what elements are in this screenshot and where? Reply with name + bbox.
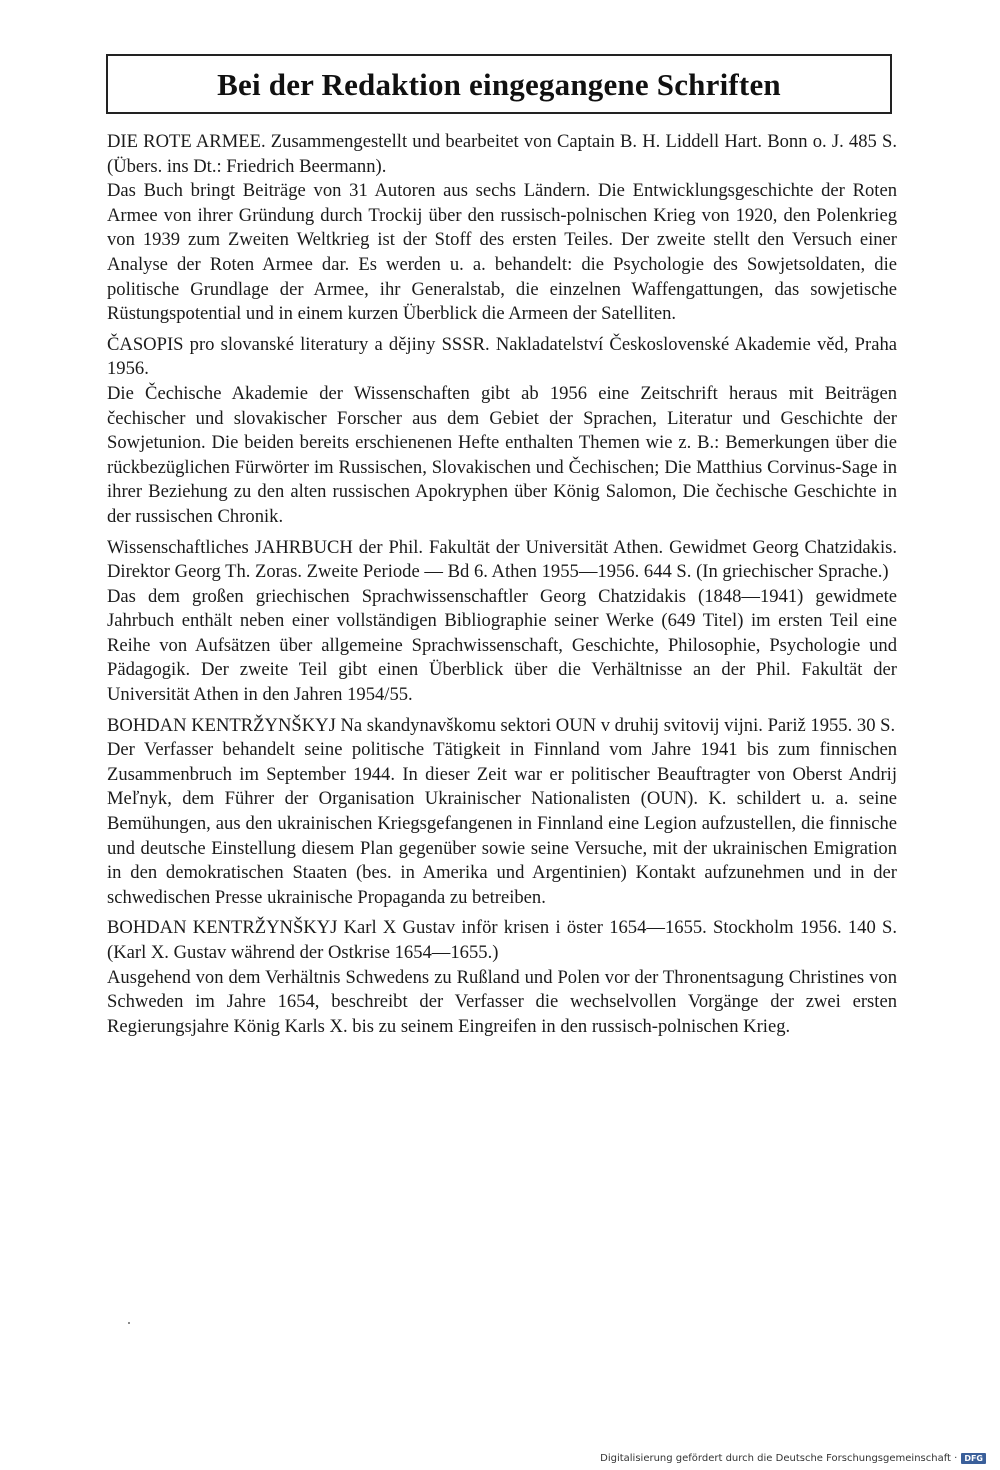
entry-citation: BOHDAN KENTRŽYNŠKYJ Na skandynavškomu sektori OUN v druhij svitovij vijni. Pariž 1955. 30 S.: [107, 714, 896, 736]
entry-citation: Wissenschaftliches JAHRBUCH der Phil. Fakultät der Universität Athen. Gewidmet Georg Chatzidakis. Direktor Georg Th. Zoras. Zweite Periode — Bd 6. Athen 1955—1956. 644 S. (In griechischer Sprache.): [107, 536, 897, 583]
footer-credit: Digitalisierung gefördert durch die Deutsche Forschungsgemeinschaft ·: [600, 1453, 958, 1464]
entry-citation: DIE ROTE ARMEE. Zusammengestellt und bearbeitet von Captain B. H. Liddell Hart. Bonn o. J. 485 S. (Übers. ins Dt.: Friedrich Beermann).: [107, 131, 897, 177]
entry-description: Die Čechische Akademie der Wissenschaften gibt ab 1956 eine Zeitschrift heraus mit Beiträgen čechischer und slovakischer Forscher aus dem Gebiet der Sprachen, Literatur und Geschichte der Sowjetunion. Die beiden bereits erschienenen Hefte enthalten Themen wie z. B.: Bemerkungen über die rückbezüglichen Fürwörter im Russischen, Slovakischen und Čechischen; Die Matthius Corvinus-Sage in ihrer Beziehung zu den alten russischen Apokryphen über König Salomon, Die čechische Geschichte in der russischen Chronik.: [107, 382, 897, 527]
entry-casopis: [107, 333, 897, 530]
entry-description: Das dem großen griechischen Sprachwissenschaftler Georg Chatzidakis (1848—1941) gewidmete Jahrbuch enthält neben einer vollständigen Bibliographie seiner Werke (649 Titel) im ersten Teil eine Reihe von Aufsätzen über allgemeine Sprachwissenschaft, Geschichte, Philosophie, Psychologie und Pädagogik. Der zweite Teil gibt einen Überblick über die Verhältnisse an der Phil. Fakultät der Universität Athen in den Jahren 1954/55.: [107, 585, 897, 706]
entry-rote-armee: [107, 130, 897, 327]
title-box: [106, 54, 892, 114]
entry-description: Ausgehend von dem Verhältnis Schwedens zu Rußland und Polen vor der Thronentsagung Christines von Schweden im Jahre 1654, beschreibt der Verfasser die wechselvollen Vorgänge der zwei ersten Regierungsjahre König Karls X. bis zu seinem Eingreifen in den russisch-polnischen Krieg.: [107, 966, 897, 1037]
entry-jahrbuch: [107, 536, 897, 708]
entry-description: Der Verfasser behandelt seine politische Tätigkeit in Finnland vom Jahre 1941 bis zum finnischen Zusammenbruch im September 1944. In dieser Zeit war er politischer Beauftragter von Oberst Andrij Meľnyk, dem Führer der Organisation Ukrainischer Nationalisten (OUN). K. schildert u. a. seine Bemühungen, aus den ukrainischen Kriegsgefangenen in Finnland eine Legion aufzustellen, die finnische und deutsche Einstellung diesem Plan gegenüber sowie seine Versuche, mit der ukrainischen Emigration in den demokratischen Staaten (bes. in Amerika und Argentinien) Kontakt aufzunehmen und in der schwedischen Presse ukrainische Propaganda zu betreiben.: [107, 739, 897, 908]
dfg-logo-icon: DFG: [961, 1453, 986, 1464]
entry-citation: BOHDAN KENTRŽYNŠKYJ Karl X Gustav inför krisen i öster 1654—1655. Stockholm 1956. 140 S. (Karl X. Gustav während der Ostkrise 1654—1655.): [107, 917, 897, 963]
entry-description: Das Buch bringt Beiträge von 31 Autoren aus sechs Ländern. Die Entwicklungsgeschichte der Roten Armee von ihrer Gründung durch Trockij über den russisch-polnischen Krieg von 1920, den Polenkrieg von 1939 zum Zweiten Weltkrieg ist der Stoff des ersten Teiles. Der zweite stellt den Versuch einer Analyse der Roten Armee dar. Es werden u. a. behandelt: die Psychologie des Sowjetsoldaten, die politische Grundlage der Armee, ihr Generalstab, die einzelnen Waffengattungen, das sowjetische Rüstungspotential und in einem kurzen Überblick die Armeen der Satelliten.: [107, 180, 897, 325]
entry-citation: ČASOPIS pro slovanské literatury a dějiny SSSR. Nakladatelství Československé Akademie věd, Praha 1956.: [107, 333, 897, 380]
page-title: Bei der Redaktion eingegangene Schriften: [217, 67, 781, 102]
entry-kentrzynskyj-oun: [107, 714, 897, 911]
entry-kentrzynskyj-karl-x: [107, 916, 897, 1039]
digitization-footer: [600, 1453, 986, 1464]
scan-speck: [128, 1322, 130, 1324]
entries-list: [107, 130, 897, 1045]
